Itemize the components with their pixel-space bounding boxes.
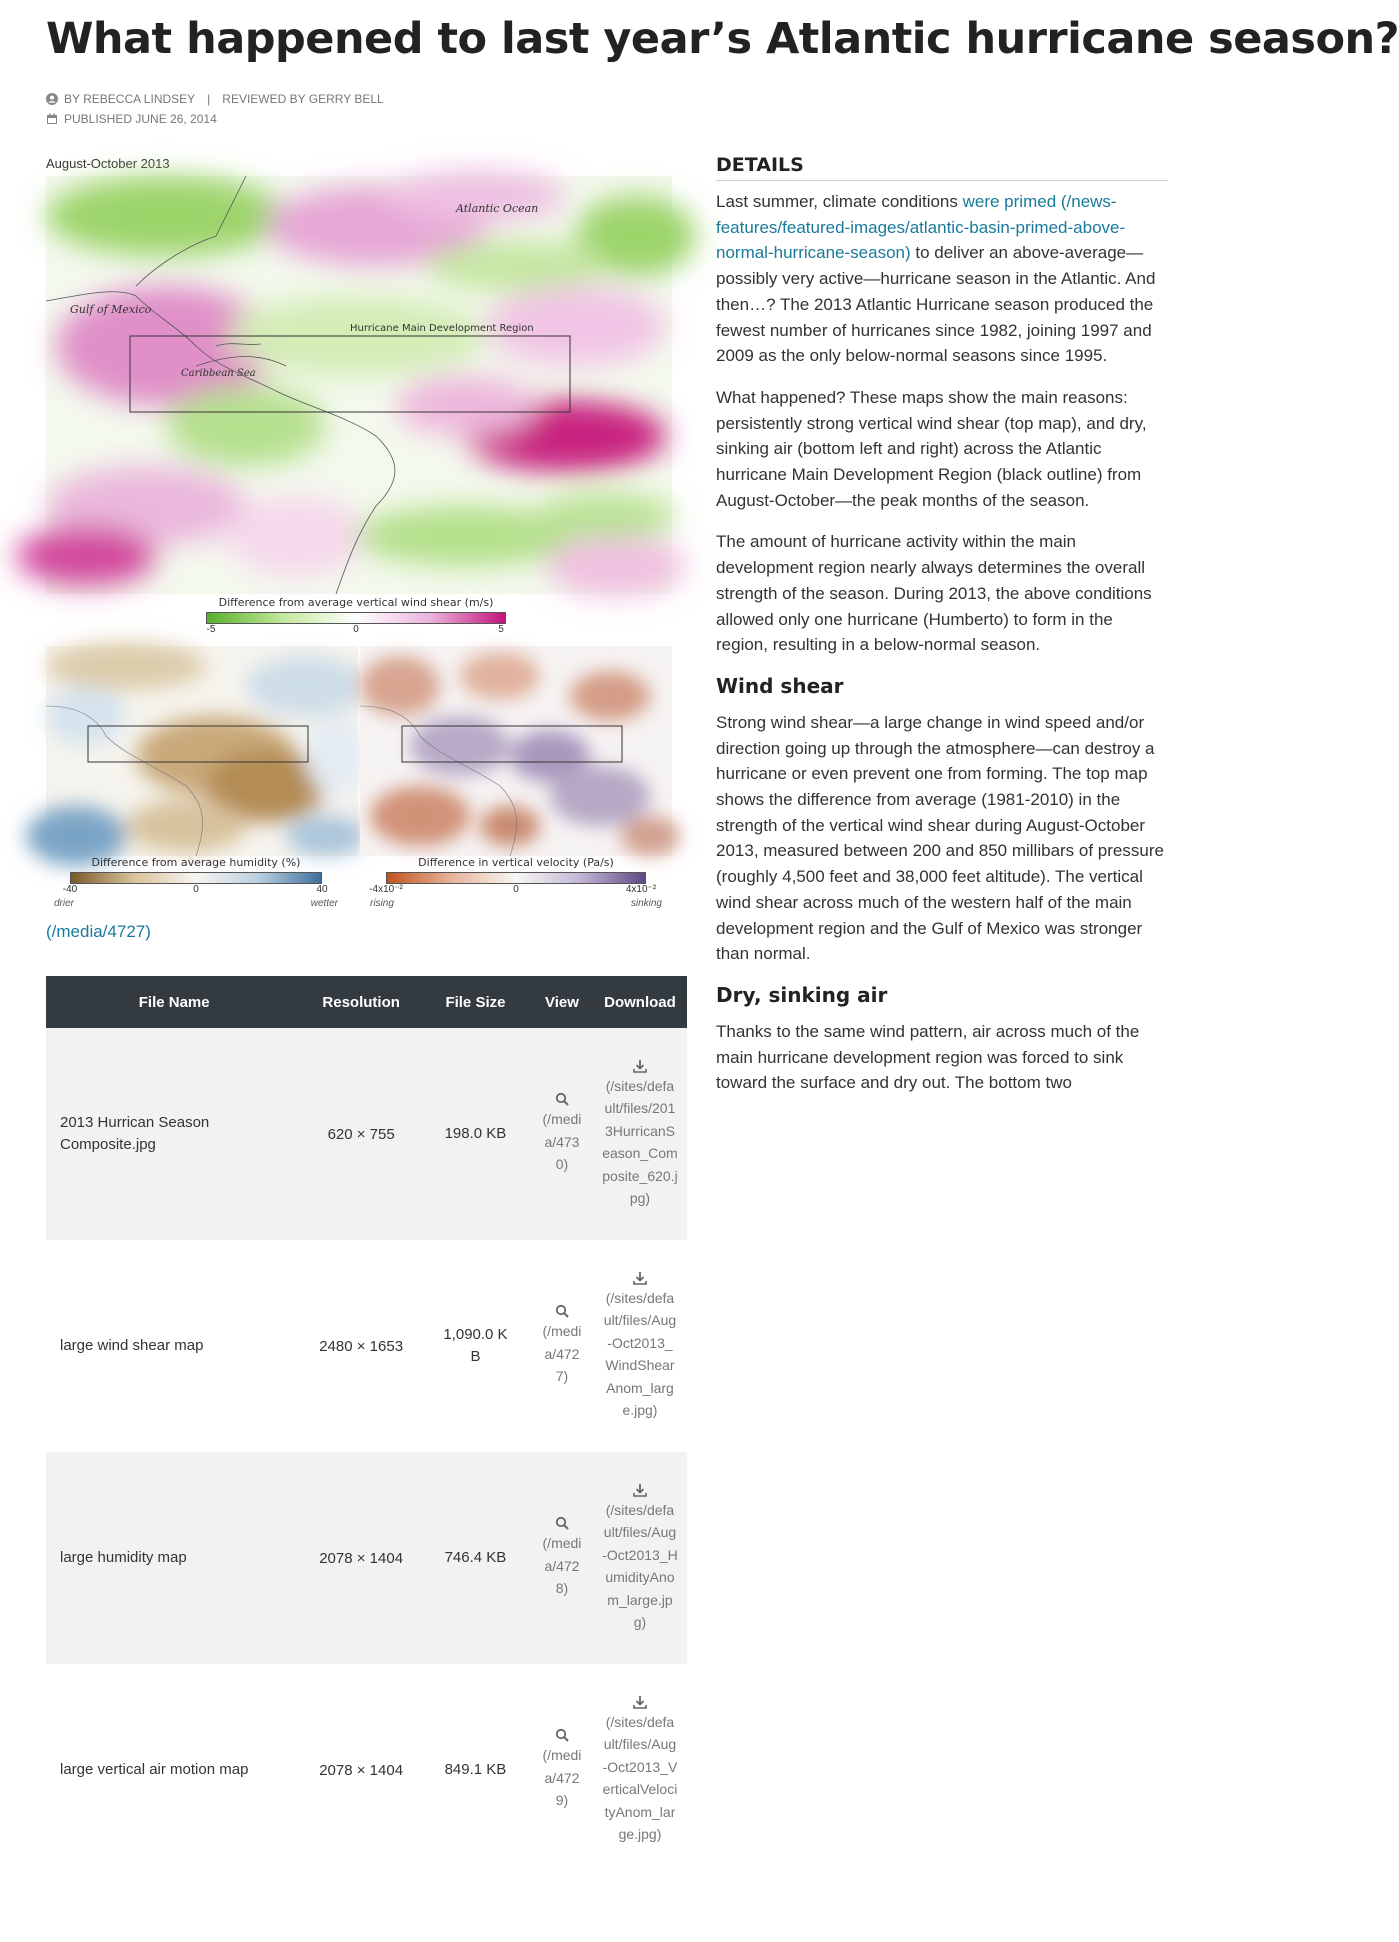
view-link[interactable]: (/media/4727)	[542, 1323, 582, 1385]
file-name: large vertical air motion map	[60, 1761, 249, 1778]
humidity-mid: 0	[193, 884, 199, 895]
table-row	[46, 1028, 687, 1240]
p1-text-after: to deliver an above-average—possibly very active—hurricane season in the Atlantic. And then…? The 2013 Atlantic Hurricane season produced the fewest number of hurricanes since 1982, joining 1997 and 2009 as the only below-normal seasons since 1995.	[716, 243, 1156, 366]
file-name: large humidity map	[46, 1452, 302, 1664]
wind-shear-legend-title: Difference from average vertical wind shear (m/s)	[218, 596, 494, 609]
vertical-velocity-map[interactable]	[360, 646, 672, 856]
wind-shear-legend	[206, 596, 506, 638]
wind-shear-heading: Wind shear	[716, 673, 844, 698]
download-link[interactable]: (/sites/default/files/Aug-Oct2013_VerticalVelocityAnom_large.jpg)	[602, 1713, 678, 1842]
figure-panel	[46, 156, 686, 941]
meta-separator: |	[207, 92, 211, 106]
p1-text-before: Last summer, climate conditions	[716, 192, 963, 211]
download-cell[interactable]	[593, 1452, 687, 1664]
vertical-velocity-legend-title: Difference in vertical velocity (Pa/s)	[418, 856, 614, 869]
download-icon[interactable]	[633, 1059, 647, 1073]
map-label-ocean: Atlantic Ocean	[456, 202, 539, 215]
table-row	[46, 1452, 687, 1664]
file-size	[420, 1240, 531, 1452]
download-cell[interactable]	[593, 1240, 687, 1452]
humidity-map[interactable]	[46, 646, 358, 856]
file-resolution: 2078 × 1404	[302, 1452, 420, 1664]
view-link[interactable]: (/media/4728)	[542, 1535, 582, 1597]
details-paragraph-1	[716, 189, 1168, 369]
header-view: View	[531, 976, 593, 1028]
vertical-velocity-right-label: sinking	[630, 898, 662, 909]
view-link[interactable]: (/media/4730)	[542, 1111, 582, 1173]
details-paragraph-5: Thanks to the same wind pattern, air across much of the main hurricane development region was forced to sink toward the surface and dry out. The bottom two	[716, 1021, 1140, 1093]
download-icon[interactable]	[633, 1271, 647, 1285]
vertical-velocity-mid: 0	[513, 884, 519, 895]
table-row	[46, 1240, 687, 1452]
page-title: What happened to last year’s Atlantic hurricane season?	[46, 14, 1399, 64]
view-link[interactable]: (/media/4729)	[542, 1747, 582, 1809]
published-date: PUBLISHED JUNE 26, 2014	[64, 112, 217, 126]
vertical-velocity-min: -4x10⁻²	[369, 884, 403, 895]
media-link[interactable]: (/media/4727)	[46, 922, 151, 941]
figure-caption: August-October 2013	[46, 156, 170, 171]
primed-link[interactable]: were primed (/news-features/featured-images/atlantic-basin-primed-above-normal-hurricane-season)	[716, 192, 1126, 263]
table-header-row	[46, 976, 687, 1028]
file-size-text: 1,090.0 KB	[443, 1326, 508, 1365]
search-icon[interactable]	[555, 1304, 569, 1318]
download-icon[interactable]	[633, 1695, 647, 1709]
humidity-legend-title: Difference from average humidity (%)	[91, 856, 301, 869]
byline-reviewer: REVIEWED BY GERRY BELL	[222, 92, 384, 106]
vertical-velocity-legend	[366, 856, 666, 909]
header-file-name: File Name	[46, 976, 302, 1028]
view-cell[interactable]	[531, 1028, 593, 1240]
header-download: Download	[593, 976, 687, 1028]
download-icon[interactable]	[633, 1483, 647, 1497]
wind-shear-max: 5	[498, 624, 504, 635]
details-paragraph-4: Strong wind shear—a large change in wind speed and/or direction going up through the atmosphere—can destroy a hurricane or even prevent one from forming. The top map shows the difference from average (1981-2010) in the strength of the vertical wind shear during August-October 2013, measured between 200 and 850 millibars of pressure (roughly 4,500 feet and 38,000 feet altitude). The vertical wind shear across much of the western half of the main development region and the Gulf of Mexico was stronger than normal.	[716, 712, 1164, 964]
map-label-caribbean: Caribbean Sea	[181, 368, 256, 379]
view-cell[interactable]	[531, 1452, 593, 1664]
article-meta	[46, 89, 384, 129]
file-resolution: 2078 × 1404	[319, 1761, 404, 1779]
view-cell[interactable]	[531, 1664, 593, 1876]
header-resolution: Resolution	[302, 976, 420, 1028]
humidity-min: -40	[62, 884, 78, 895]
dry-air-heading: Dry, sinking air	[716, 982, 888, 1007]
wind-shear-mid: 0	[353, 624, 359, 635]
download-link[interactable]: (/sites/default/files/2013HurricanSeason_Composite_620.jpg)	[602, 1077, 678, 1206]
search-icon[interactable]	[555, 1516, 569, 1530]
humidity-left-label: drier	[54, 898, 75, 909]
details-panel	[716, 154, 1168, 1112]
file-resolution: 620 × 755	[302, 1028, 420, 1240]
file-size: 198.0 KB	[420, 1028, 531, 1240]
details-paragraph-2: What happened? These maps show the main reasons: persistently strong vertical wind shear (top map), and dry, sinking air (bottom left and right) across the Atlantic hurricane Main Development Region (black outline) from August-October—the peak months of the season.	[716, 387, 1147, 510]
file-name: large wind shear map	[60, 1337, 204, 1354]
file-name: 2013 Hurrican Season Composite.jpg	[46, 1028, 302, 1240]
table-row	[46, 1664, 687, 1876]
byline-author: BY REBECCA LINDSEY	[64, 92, 196, 106]
download-cell[interactable]	[593, 1664, 687, 1876]
vertical-velocity-max: 4x10⁻²	[625, 884, 657, 895]
humidity-max: 40	[316, 884, 328, 895]
vertical-velocity-colorbar	[386, 872, 646, 884]
header-file-size: File Size	[420, 976, 531, 1028]
file-resolution: 2480 × 1653	[319, 1337, 404, 1355]
calendar-icon	[46, 113, 58, 125]
humidity-legend	[50, 856, 342, 909]
download-cell[interactable]	[593, 1028, 687, 1240]
vertical-velocity-left-label: rising	[370, 898, 394, 909]
map-label-gulf: Gulf of Mexico	[70, 303, 152, 316]
wind-shear-map[interactable]	[46, 176, 672, 594]
search-icon[interactable]	[555, 1728, 569, 1742]
wind-shear-min: -5	[206, 624, 216, 635]
wind-shear-colorbar	[206, 612, 506, 624]
humidity-right-label: wetter	[310, 898, 338, 909]
view-cell[interactable]	[531, 1240, 593, 1452]
details-paragraph-3: The amount of hurricane activity within the main development region nearly always determines the overall strength of the season. During 2013, the above conditions allowed only one hurricane (Humberto) to form in the region, resulting in a below-normal season.	[716, 532, 1152, 655]
map-label-region: Hurricane Main Development Region	[350, 323, 534, 334]
download-link[interactable]: (/sites/default/files/Aug-Oct2013_WindShearAnom_large.jpg)	[603, 1289, 677, 1418]
file-size: 746.4 KB	[420, 1452, 531, 1664]
download-link[interactable]: (/sites/default/files/Aug-Oct2013_HumidityAnom_large.jpg)	[602, 1501, 678, 1630]
user-circle-icon	[46, 93, 58, 105]
humidity-colorbar	[70, 872, 322, 884]
details-heading: DETAILS	[716, 154, 1168, 181]
file-size: 849.1 KB	[444, 1761, 507, 1778]
search-icon[interactable]	[555, 1092, 569, 1106]
file-table	[46, 976, 687, 1876]
